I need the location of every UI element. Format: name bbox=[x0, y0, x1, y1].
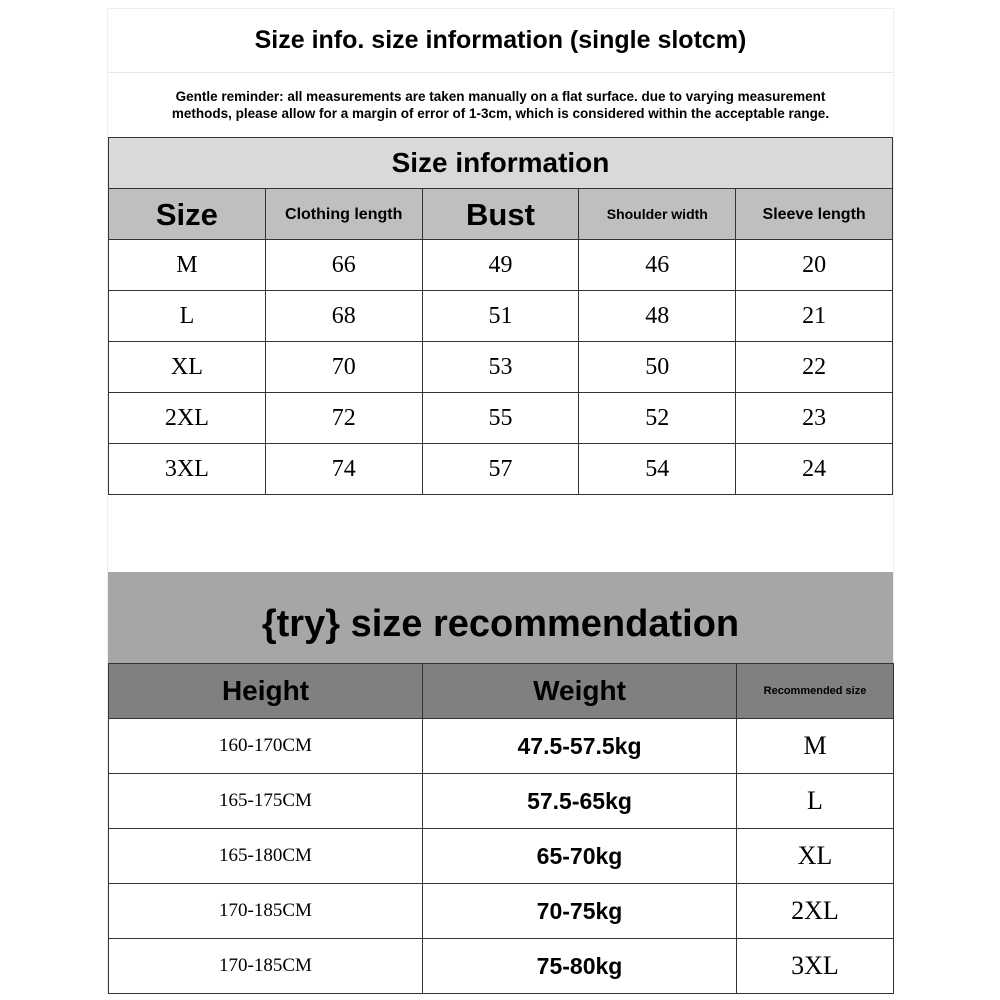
table-cell: 68 bbox=[265, 291, 422, 342]
table-cell: 74 bbox=[265, 444, 422, 495]
table-cell: 3XL bbox=[109, 444, 266, 495]
table-cell: 55 bbox=[422, 393, 579, 444]
table-cell: 47.5-57.5kg bbox=[423, 719, 737, 774]
column-header: Shoulder width bbox=[579, 189, 736, 240]
column-header: Sleeve length bbox=[736, 189, 893, 240]
table-cell: 70-75kg bbox=[423, 884, 737, 939]
table-cell: 2XL bbox=[109, 393, 266, 444]
page-title: Size info. size information (single slotcm) bbox=[108, 9, 893, 73]
reminder-note bbox=[108, 73, 893, 137]
table-row bbox=[109, 884, 894, 939]
table-cell: 160-170CM bbox=[109, 719, 423, 774]
table-cell: 20 bbox=[736, 240, 893, 291]
table-cell: L bbox=[109, 291, 266, 342]
table-cell: 50 bbox=[579, 342, 736, 393]
table-cell: 49 bbox=[422, 240, 579, 291]
column-header: Height bbox=[109, 664, 423, 719]
table-row bbox=[109, 719, 894, 774]
size-table-caption: Size information bbox=[109, 138, 893, 189]
table-cell: XL bbox=[109, 342, 266, 393]
table-row bbox=[109, 829, 894, 884]
table-cell: 70 bbox=[265, 342, 422, 393]
table-cell: 57.5-65kg bbox=[423, 774, 737, 829]
reminder-line: Gentle reminder: all measurements are taken manually on a flat surface. due to varying measurement bbox=[175, 89, 826, 104]
table-cell: 46 bbox=[579, 240, 736, 291]
table-cell: 165-175CM bbox=[109, 774, 423, 829]
table-cell: 52 bbox=[579, 393, 736, 444]
table-cell: 51 bbox=[422, 291, 579, 342]
table-cell: 65-70kg bbox=[423, 829, 737, 884]
column-header: Weight bbox=[423, 664, 737, 719]
table-cell: 170-185CM bbox=[109, 884, 423, 939]
column-header: Recommended size bbox=[737, 664, 894, 719]
table-row bbox=[109, 444, 893, 495]
table-cell: 21 bbox=[736, 291, 893, 342]
table-row bbox=[109, 939, 894, 994]
table-cell: 75-80kg bbox=[423, 939, 737, 994]
size-table bbox=[108, 137, 893, 495]
table-row bbox=[109, 240, 893, 291]
table-cell: 53 bbox=[422, 342, 579, 393]
table-cell: 72 bbox=[265, 393, 422, 444]
table-row bbox=[109, 342, 893, 393]
table-row bbox=[109, 291, 893, 342]
table-row bbox=[109, 774, 894, 829]
table-cell: 23 bbox=[736, 393, 893, 444]
reminder-line: methods, please allow for a margin of error of 1-3cm, which is considered within the acceptable range. bbox=[171, 106, 830, 121]
table-cell: 22 bbox=[736, 342, 893, 393]
recommendation-caption: {try} size recommendation bbox=[108, 572, 893, 663]
table-cell: 24 bbox=[736, 444, 893, 495]
table-cell: 170-185CM bbox=[109, 939, 423, 994]
table-cell: XL bbox=[737, 829, 894, 884]
table-cell: 54 bbox=[579, 444, 736, 495]
table-cell: M bbox=[109, 240, 266, 291]
table-cell: 66 bbox=[265, 240, 422, 291]
column-header: Bust bbox=[422, 189, 579, 240]
table-cell: 48 bbox=[579, 291, 736, 342]
table-cell: M bbox=[737, 719, 894, 774]
table-cell: L bbox=[737, 774, 894, 829]
column-header: Clothing length bbox=[265, 189, 422, 240]
size-chart bbox=[107, 8, 894, 994]
table-row bbox=[109, 393, 893, 444]
table-cell: 3XL bbox=[737, 939, 894, 994]
table-cell: 2XL bbox=[737, 884, 894, 939]
recommendation-table bbox=[108, 663, 894, 994]
column-header: Size bbox=[109, 189, 266, 240]
table-cell: 165-180CM bbox=[109, 829, 423, 884]
table-cell: 57 bbox=[422, 444, 579, 495]
